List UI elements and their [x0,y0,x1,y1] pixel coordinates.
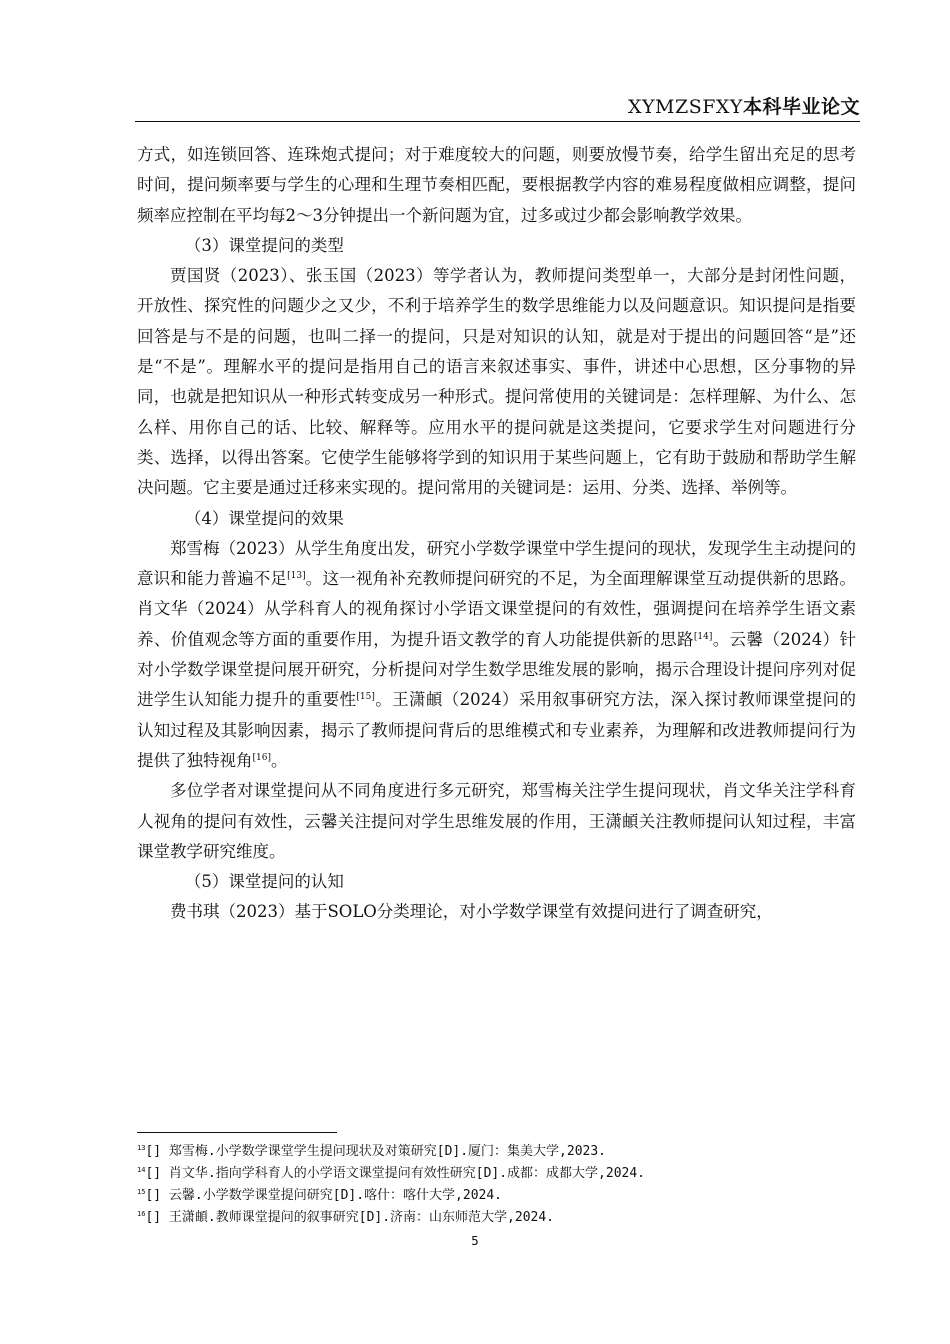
footnote-item [137,1141,856,1163]
footnote-number: 14 [137,1166,146,1174]
header-title: 本科毕业论文 [742,96,860,118]
paragraph-text: （3）课堂提问的类型 [184,235,344,255]
body-paragraph [137,261,856,503]
section-subheading [137,504,856,534]
body-paragraph [137,140,856,231]
footnote-number: 15 [137,1188,146,1196]
citation-marker: [13] [287,571,306,582]
footnote-item [137,1185,856,1207]
citation-marker: [15] [356,692,375,703]
running-header [135,94,860,120]
footnote-text: [] 云馨.小学数学课堂提问研究[D].喀什：喀什大学,2024. [145,1188,503,1203]
paragraph-text: 。王潇頔（2024）采用叙事研究方法，深入探讨教师课堂提问的认知过程及其影响因素，揭示了教师提问背后的思维模式和专业素养，为理解和改进教师提问行为提供了独特视角 [137,690,857,770]
page-number: 5 [471,1234,479,1248]
body-paragraph [137,776,856,867]
paragraph-text: （4）课堂提问的效果 [184,508,344,528]
body-paragraph [137,897,856,927]
body-paragraph [137,534,856,776]
paragraph-text: 郑雪梅（2023）从学生角度出发，研究小学数学课堂中学生提问的现状，发现学生主动提问的意识和能力普遍不足 [137,538,856,589]
paragraph-text: 费书琪（2023）基于SOLO分类理论，对小学数学课堂有效提问进行了调查研究， [170,902,773,922]
footnote-item [137,1163,856,1185]
footnote-text: [] 王潇頔.教师课堂提问的叙事研究[D].济南：山东师范大学,2024. [145,1210,555,1225]
paragraph-text: 贾国贤（2023）、张玉国（2023）等学者认为，教师提问类型单一，大部分是封闭性问题，开放性、探究性的问题少之又少，不利于培养学生的数学思维能力以及问题意识。知识提问是指要回答是与不是的问题，也叫二择一的提问，只是对知识的认知，就是对于提出的问题回答“是”还是“不是”。理解水平的提问是指用自己的语言来叙述事实、事件，讲述中心思想，区分事物的异同，也就是把知识从一种形式转变成另一种形式。提问常使用的关键词是：怎样理解、为什么、怎么样、用你自己的话、比较、解释等。应用水平的提问就是这类提问，它要求学生对问题进行分类、选择，以得出答案。它使学生能够将学到的知识用于某些问题上，它有助于鼓励和帮助学生解决问题。它主要是通过迁移来实现的。提问常用的关键词是：运用、分类、选择、举例等。 [137,266,856,498]
footnote-number: 13 [137,1144,146,1152]
paragraph-text: 。 [270,750,288,770]
footnote-item [137,1207,856,1229]
footnote-separator [137,1132,337,1133]
header-prefix: XYMZSFXY [627,96,743,118]
footnote-text: [] 郑雪梅.小学数学课堂学生提问现状及对策研究[D].厦门：集美大学,2023. [145,1144,607,1159]
header-rule [135,121,860,122]
section-subheading [137,867,856,897]
paragraph-text: 多位学者对课堂提问从不同角度进行多元研究，郑雪梅关注学生提问现状，肖文华关注学科育人视角的提问有效性，云馨关注提问对学生思维发展的作用，王潇頔关注教师提问认知过程，丰富课堂教学研究维度。 [137,781,856,861]
section-subheading [137,231,856,261]
footnote-text: [] 肖文华.指向学科育人的小学语文课堂提问有效性研究[D].成都：成都大学,2024. [145,1166,646,1181]
paragraph-text: 。云馨（2024）针对小学数学课堂提问展开研究，分析提问对学生数学思维发展的影响，揭示合理设计提问序列对促进学生认知能力提升的重要性 [137,629,856,710]
body-text [137,140,856,928]
citation-marker: [14] [693,631,713,642]
paragraph-text: 。这一视角补充教师提问研究的不足，为全面理解课堂互动提供新的思路。肖文华（2024）从学科育人的视角探讨小学语文课堂提问的有效性，强调提问在培养学生语文素养、价值观念等方面的重要作用，为提升语文教学的育人功能提供新的思路 [137,569,857,649]
footnotes [137,1141,856,1229]
citation-marker: [16] [252,752,271,763]
paragraph-text: （5）课堂提问的认知 [184,872,344,892]
paragraph-text: 方式，如连锁回答、连珠炮式提问；对于难度较大的问题，则要放慢节奏，给学生留出充足的思考时间，提问频率要与学生的心理和生理节奏相匹配，要根据教学内容的难易程度做相应调整，提问频率应控制在平均每2～3分钟提出一个新问题为宜，过多或过少都会影响教学效果。 [137,145,856,225]
footnote-number: 16 [137,1210,146,1218]
